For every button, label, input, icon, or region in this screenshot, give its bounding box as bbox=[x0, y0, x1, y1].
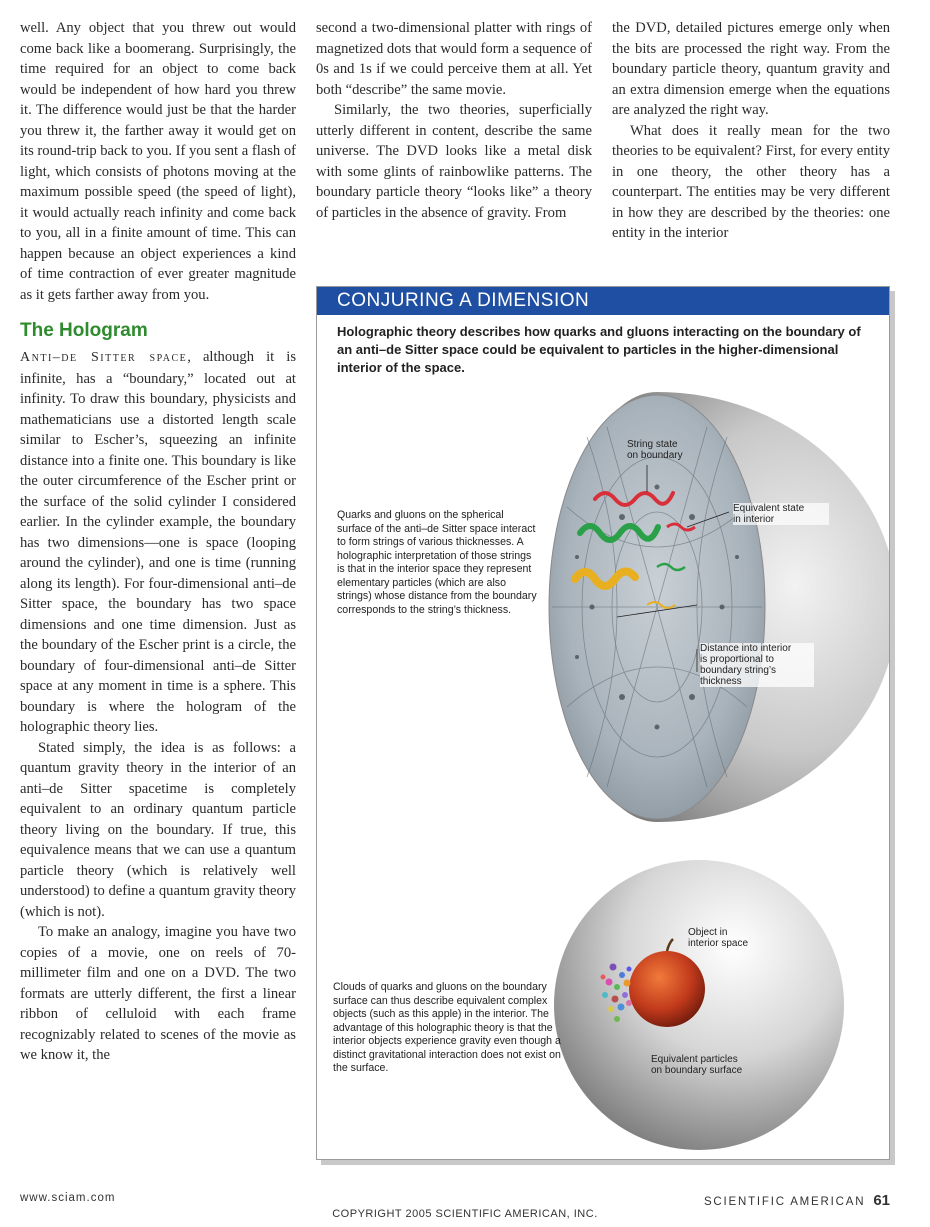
sidebar-box bbox=[316, 286, 890, 1160]
page-number: 61 bbox=[873, 1192, 890, 1209]
paragraph: the DVD, detailed pictures emerge only when the bits are processed the right way. From the boundary particle theory, quantum gravity and an extra dimension emerge when the equations are analyzed the right way. bbox=[612, 20, 890, 118]
caption-apple: Clouds of quarks and gluons on the boundary surface can thus describe equivalent complex objects (such as this apple) in the interior. The advantage of this holographic theory is that the interior objects experience gravity even though a distinct gravitational interaction does not exist on the surface. bbox=[333, 981, 561, 1074]
label-string-state: String state on boundary bbox=[627, 439, 683, 461]
box-subtitle: Holographic theory describes how quarks and gluons interacting on the boundary of an anti–de Sitter space could be equivalent to particles in the higher-dimensional interior of the space. bbox=[337, 324, 861, 375]
paragraph: Similarly, the two theories, superficially utterly different in content, describe the same universe. The DVD looks like a metal disk with some glints of rainbowlike patterns. The boundary particle theory “looks like” a theory of particles in the absence of gravity. From bbox=[316, 102, 592, 221]
text-column-1 bbox=[20, 18, 296, 1066]
lead-in: Anti–de Sitter space bbox=[20, 350, 188, 365]
footer-copyright: COPYRIGHT 2005 SCIENTIFIC AMERICAN, INC. bbox=[332, 1208, 598, 1220]
sphere-diagram bbox=[554, 860, 844, 1150]
paragraph: second a two-dimensional platter with rings of magnetized dots that would form a sequence of 0s and 1s if we could perceive them at all. Yet both “describe” the same movie. bbox=[316, 20, 592, 98]
label-object: Object in interior space bbox=[688, 927, 749, 949]
text-column-2 bbox=[316, 18, 592, 223]
caption-strings: Quarks and gluons on the spherical surface of the anti–de Sitter space interact to form strings of various thicknesses. A holographic interpretation of those strings is that in the interior space they represent elementary particles (which are also strings) whose distance from the boundary corresponds to the string’s thickness. bbox=[337, 509, 537, 616]
paragraph: Stated simply, the idea is as follows: a quantum gravity theory in the interior of an anti–de Sitter spacetime is completely equivalent to an ordinary quantum particle theory living on the boundary. If true, this equivalence means that we can use a quantum particle theory (which is relatively well understood) to define a quantum gravity theory (which is not). bbox=[20, 739, 296, 920]
paragraph: To make an analogy, imagine you have two copies of a movie, one on reels of 70-millimeter film and one on a DVD. The two formats are utterly different, the first a linear ribbon of celluloid with each frame recognizably related to scenes of the movie as we know it, the bbox=[20, 924, 296, 1063]
apple-object bbox=[629, 951, 705, 1027]
footer-magazine bbox=[704, 1192, 890, 1209]
box-title: CONJURING A DIMENSION bbox=[317, 287, 889, 315]
text-column-3 bbox=[612, 18, 890, 244]
section-heading: The Hologram bbox=[20, 320, 148, 341]
label-equivalent-state: Equivalent state in interior bbox=[733, 503, 829, 525]
paragraph-text: , although it is infinite, has a “boundary,” located out at infinity. To draw this boundary, physicists and mathematicians use a distorted length scale similar to Escher’s, squeezing an infinite distance into a finite one. This boundary is like the outer circumference of the Escher print or the surface of the solid cylinder I considered earlier. In the cylinder example, the boundary has two dimensions—one is space (looping around the cylinder), and one is time (running along its length). For four-dimensional anti–de Sitter space, the boundary has two space dimensions and one time dimension. Just as the boundary of the Escher print is a circle, the boundary of four-dimensional anti–de Sitter space at any moment in time is a sphere. This boundary is where the hologram of the holographic theory lies. bbox=[20, 349, 296, 735]
hemisphere-diagram bbox=[549, 392, 890, 822]
paragraph: well. Any object that you threw out would come back like a boomerang. Surprisingly, the time required for an object to come back would be independent of how hard you threw it. The difference would just be that the harder you threw it, the farther away it would get on its round-trip back to you. If you sent a flash of light, which consists of photons moving at the maximum possible speed (the speed of light), it would actually reach infinity and come back to you, all in a finite amount of time. This can happen because an object experiences a kind of time contraction of ever greater magnitude as it gets farther away from you. bbox=[20, 20, 297, 303]
paragraph: What does it really mean for the two theories to be equivalent? First, for every entity in one theory, the other theory has a counterpart. The entities may be very different in how they are described by the theories: one entity in the interior bbox=[612, 122, 890, 241]
label-distance: Distance into interior is proportional to boundary string’s thickness bbox=[700, 643, 814, 687]
footer-url: www.sciam.com bbox=[20, 1192, 116, 1204]
paragraph bbox=[20, 347, 296, 738]
label-equivalent-particles: Equivalent particles on boundary surface bbox=[651, 1054, 743, 1076]
magazine-name: SCIENTIFIC AMERICAN bbox=[703, 1196, 866, 1208]
